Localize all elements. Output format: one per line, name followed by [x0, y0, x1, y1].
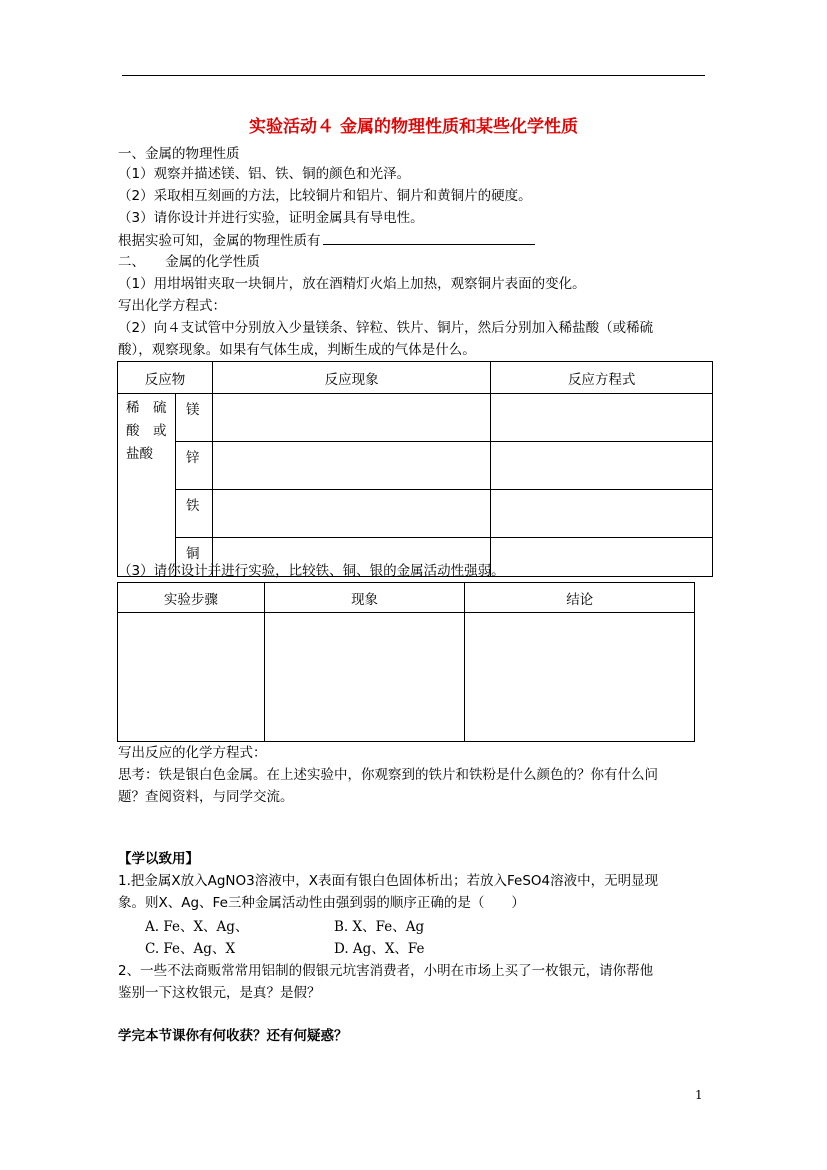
section1-item-1: （1）观察并描述镁、铝、铁、铜的颜色和光泽。 — [118, 166, 411, 182]
phenomenon-cell[interactable] — [212, 490, 490, 538]
section2-item-1: （1）用坩埚钳夹取一块铜片，放在酒精灯火焰上加热，观察铜片表面的变化。 — [118, 276, 586, 292]
section2-heading: 二、 金属的化学性质 — [118, 254, 260, 270]
reflection-prompt: 学完本节课你有何收获？还有何疑惑？ — [118, 1028, 348, 1044]
section1-heading: 一、金属的物理性质 — [118, 146, 240, 162]
section2-item-2-line1: （2）向４支试管中分别放入少量镁条、锌粒、铁片、铜片，然后分别加入稀盐酸（或稀硫 — [118, 320, 654, 336]
question-2-line1: 2、一些不法商贩常常用铝制的假银元坑害消费者，小明在市场上买了一枚银元，请你帮他 — [118, 963, 654, 979]
metal-cell: 铁 — [175, 490, 212, 538]
question-1-line2: 象。则X、Ag、Fe三种金属活动性由强到弱的顺序正确的是（ ） — [118, 895, 525, 911]
section1-item-2: （2）采取相互刻画的方法，比较铜片和铝片、铜片和黄铜片的硬度。 — [118, 188, 532, 204]
header-rule — [122, 75, 705, 76]
conclusion-cell[interactable] — [465, 613, 695, 742]
table-row — [118, 613, 695, 742]
header-phenomenon: 反应现象 — [212, 362, 490, 394]
option-a: A. Fe、X、Ag、 — [145, 919, 249, 935]
equation-prompt-2: 写出反应的化学方程式： — [118, 745, 267, 761]
table-row — [118, 394, 713, 442]
section2-item-3: （3）请你设计并进行实验，比较铁、铜、银的金属活动性强弱。 — [118, 563, 505, 579]
question-2-line2: 鉴别一下这枚银元，是真？是假？ — [118, 985, 321, 1001]
think-line-2: 题？查阅资料，与同学交流。 — [118, 789, 294, 805]
section1-conclusion — [118, 230, 535, 251]
reaction-table — [117, 361, 713, 577]
apply-heading: 【学以致用】 — [118, 851, 199, 867]
header-steps: 实验步骤 — [118, 583, 265, 613]
page-number: 1 — [695, 1088, 703, 1102]
reagent-line-2: 酸 或 — [126, 423, 167, 439]
metal-cell: 铜 — [175, 538, 212, 577]
header-reactant: 反应物 — [118, 362, 213, 394]
think-line-1: 思考：铁是银白色金属。在上述实验中，你观察到的铁片和铁粉是什么颜色的？你有什么问 — [118, 767, 658, 783]
option-b: B. X、Fe、Ag — [334, 919, 425, 935]
phenomenon-cell[interactable] — [212, 442, 490, 490]
reagent-line-3: 盐酸 — [126, 446, 153, 462]
steps-cell[interactable] — [118, 613, 265, 742]
equation-prompt: 写出化学方程式： — [118, 298, 226, 314]
option-c: C. Fe、Ag、X — [145, 941, 236, 957]
section1-item-3: （3）请你设计并进行实验，证明金属具有导电性。 — [118, 210, 424, 226]
header-conclusion: 结论 — [465, 583, 695, 613]
equation-cell[interactable] — [491, 538, 713, 577]
equation-cell[interactable] — [491, 394, 713, 442]
table-row — [118, 442, 713, 490]
header-observation: 现象 — [264, 583, 465, 613]
page-title: 实验活动４ 金属的物理性质和某些化学性质 — [249, 117, 578, 137]
reagent-line-1: 稀 硫 — [126, 400, 167, 416]
activity-table — [117, 582, 695, 742]
answer-blank[interactable] — [323, 230, 535, 245]
reagent-cell — [118, 394, 176, 577]
equation-cell[interactable] — [491, 490, 713, 538]
conclusion-text: 根据实验可知，金属的物理性质有 — [118, 233, 321, 249]
metal-cell: 镁 — [175, 394, 212, 442]
metal-cell: 锌 — [175, 442, 212, 490]
section2-item-2-line2: 酸），观察现象。如果有气体生成，判断生成的气体是什么。 — [118, 342, 476, 358]
observation-cell[interactable] — [264, 613, 465, 742]
activity-table-header — [118, 583, 695, 613]
equation-cell[interactable] — [491, 442, 713, 490]
header-equation: 反应方程式 — [491, 362, 713, 394]
table-row — [118, 490, 713, 538]
option-d: D. Ag、X、Fe — [334, 941, 425, 957]
phenomenon-cell[interactable] — [212, 394, 490, 442]
reaction-table-header — [118, 362, 713, 394]
question-1-line1: 1.把金属X放入AgNO3溶液中，X表面有银白色固体析出；若放入FeSO4溶液中，无明显现 — [118, 873, 659, 889]
